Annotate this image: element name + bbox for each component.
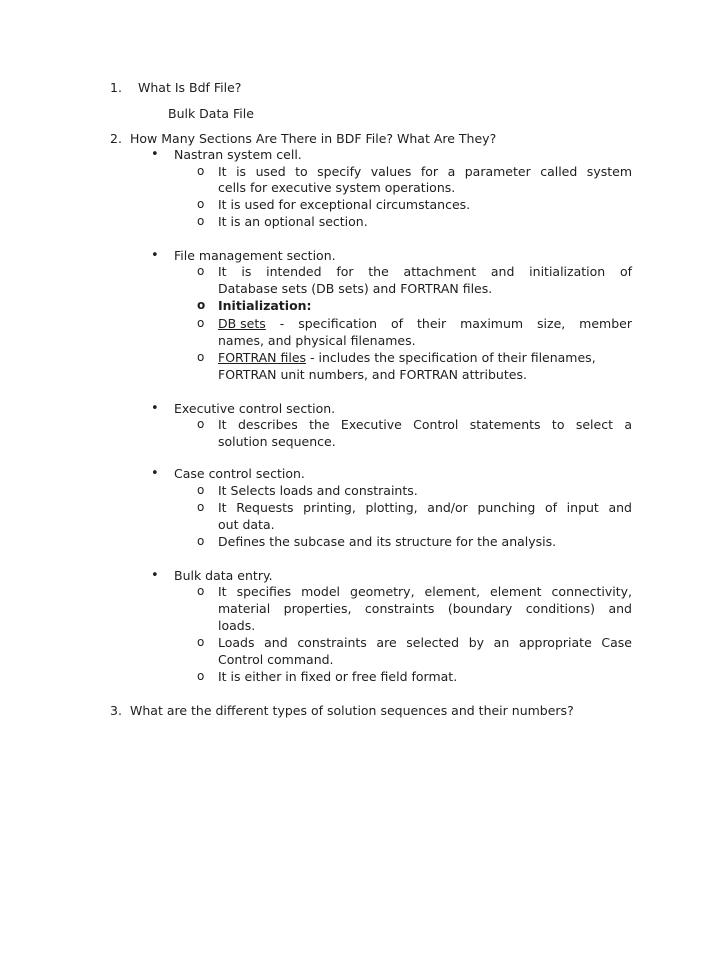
q3-number: 3. — [110, 703, 122, 718]
db-sets-link[interactable]: DB sets — [218, 316, 266, 331]
list-item: It is used for exceptional circumstances. — [218, 197, 471, 212]
list-item-cont: cells for executive system operations. — [218, 180, 456, 195]
list-item-text: - includes the specification of their filenames, — [306, 350, 596, 365]
q1-answer: Bulk Data File — [168, 106, 254, 121]
section-file-management-title: File management section. — [174, 248, 336, 263]
q2-title: How Many Sections Are There in BDF File? What Are They? — [130, 131, 497, 146]
sub-marker: o — [197, 214, 205, 228]
sub-marker: o — [197, 164, 205, 178]
sub-marker: o — [197, 350, 205, 364]
fortran-files-link[interactable]: FORTRAN files — [218, 350, 307, 365]
list-item: Defines the subcase and its structure for the analysis. — [218, 534, 557, 549]
section-case-control-title: Case control section. — [174, 466, 305, 481]
sub-marker: o — [197, 483, 205, 497]
sub-marker: o — [197, 500, 205, 514]
list-item-cont: out data. — [218, 517, 275, 532]
section-bulk-data-title: Bulk data entry. — [174, 568, 273, 583]
list-item-cont: solution sequence. — [218, 434, 336, 449]
list-item — [218, 349, 632, 366]
list-item-cont: names, and physical filenames. — [218, 333, 416, 348]
sub-marker: o — [197, 264, 205, 278]
list-item-cont: Database sets (DB sets) and FORTRAN files. — [218, 281, 493, 296]
list-item: It describes the Executive Control statements to select a — [218, 417, 632, 432]
list-item: Loads and constraints are selected by an appropriate Case — [218, 635, 632, 650]
sub-marker: o — [197, 635, 205, 649]
sub-marker: o — [197, 417, 205, 431]
bullet-marker: • — [151, 248, 159, 263]
list-item-cont: Control command. — [218, 652, 334, 667]
q3-title: What are the different types of solution sequences and their numbers? — [130, 703, 574, 718]
sub-marker: o — [197, 316, 205, 330]
list-item: It is intended for the attachment and initialization of — [218, 264, 632, 279]
sub-marker: o — [197, 534, 205, 548]
list-item-cont: material properties, constraints (boundary conditions) and — [218, 601, 632, 616]
bullet-marker: • — [151, 147, 159, 162]
section-nastran-title: Nastran system cell. — [174, 147, 302, 162]
sub-marker: o — [197, 298, 206, 312]
q1-number: 1. — [110, 80, 122, 95]
list-item-cont: FORTRAN unit numbers, and FORTRAN attributes. — [218, 367, 527, 382]
bullet-marker: • — [151, 466, 159, 481]
q1-title: What Is Bdf File? — [138, 80, 242, 95]
section-executive-control-title: Executive control section. — [174, 401, 336, 416]
bullet-marker: • — [151, 568, 159, 583]
list-item-initialization: Initialization: — [218, 298, 312, 313]
list-item: It is either in fixed or free field format. — [218, 669, 458, 684]
list-item-text: - specification of their maximum size, member — [265, 316, 632, 331]
list-item: It is used to specify values for a parameter called system — [218, 164, 632, 179]
sub-marker: o — [197, 669, 205, 683]
q2-number: 2. — [110, 131, 122, 146]
bullet-marker: • — [151, 401, 159, 416]
list-item: It is an optional section. — [218, 214, 368, 229]
sub-marker: o — [197, 584, 205, 598]
list-item-cont: loads. — [218, 618, 256, 633]
list-item — [218, 315, 632, 332]
list-item: It specifies model geometry, element, element connectivity, — [218, 584, 632, 599]
list-item: It Selects loads and constraints. — [218, 483, 418, 498]
sub-marker: o — [197, 197, 205, 211]
list-item: It Requests printing, plotting, and/or punching of input and — [218, 500, 632, 515]
